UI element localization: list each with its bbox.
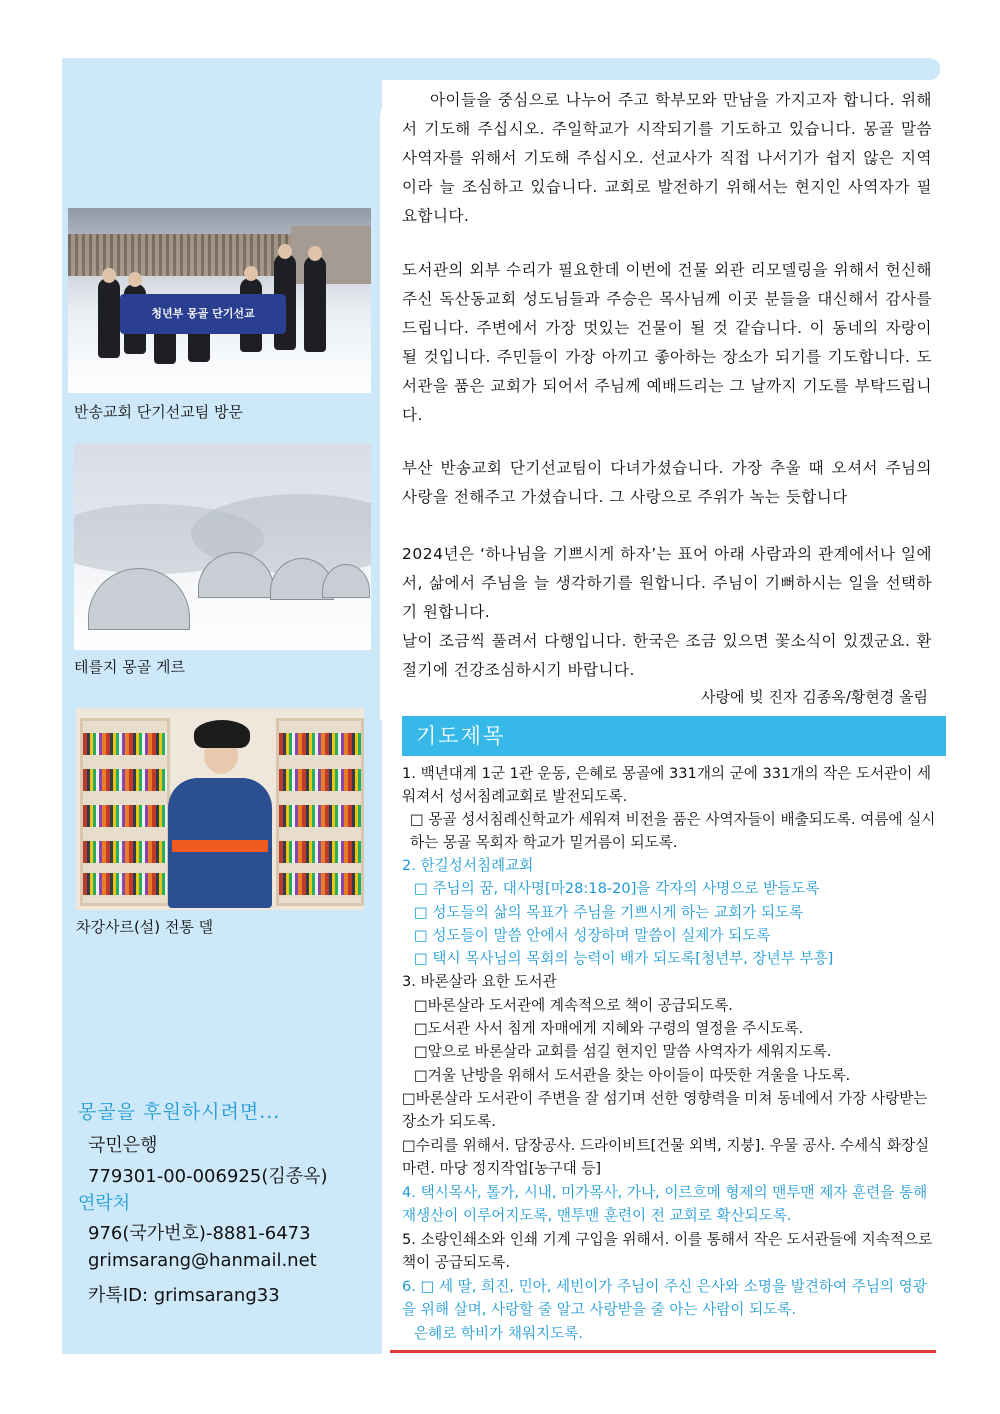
prayer-item: □ 택시 목사님의 목회의 능력이 배가 되도록[청년부, 장년부 부흥] xyxy=(414,950,834,967)
bottom-rule xyxy=(390,1350,936,1353)
signature: 사랑에 빚 진자 김종옥/황현경 올림 xyxy=(701,688,928,706)
traditional-deel-photo xyxy=(76,708,364,910)
kakao-id: 카톡ID: grimsarang33 xyxy=(88,1285,280,1306)
letter-paragraph: 아이들을 중심으로 나누어 주고 학부모와 만남을 가지고자 합니다. 위해서 기도해 주십시오. 주일학교가 시작되기를 기도하고 있습니다. 몽골 말씀사역자를 위해서 기도해 주십시오. 선교사가 직접 나서기가 쉽지 않은 지역이라 늘 조심하고 있습니다. 교회로 발전하기 위해서는 현지인 사역자가 필요합니다. xyxy=(402,91,932,225)
prayer-item: □앞으로 바론살라 교회를 섬길 현지인 말씀 사역자가 세워지도록. xyxy=(414,1043,832,1060)
prayer-item: 5. 소랑인쇄소와 인쇄 기계 구입을 위해서. 이를 통해서 작은 도서관들에 지속적으로 책이 공급되도록. xyxy=(402,1231,933,1272)
ger-camp-photo xyxy=(74,444,371,650)
bank-name: 국민은행 xyxy=(88,1135,158,1156)
prayer-item: 1. 백년대계 1군 1관 운동, 은혜로 몽골에 331개의 군에 331개의 작은 도서관이 세워져서 성서침례교회로 발전되도록. xyxy=(402,765,932,806)
photo-caption: 반송교회 단기선교팀 방문 xyxy=(74,403,243,421)
prayer-item: □도서관 사서 침게 자매에게 지혜와 구령의 열정을 주시도록. xyxy=(414,1020,804,1037)
prayer-item: □겨울 난방을 위해서 도서관을 찾는 아이들이 따뜻한 겨울을 나도록. xyxy=(414,1067,851,1084)
prayer-item: 4. 택시목사, 톨가, 시내, 미가목사, 가나, 이르흐메 형제의 맨투맨 제자 훈련을 통해 재생산이 이루어지도록, 맨투맨 훈련이 전 교회로 확산되도록. xyxy=(402,1184,928,1225)
contact-label: 연락처 xyxy=(78,1193,131,1214)
photo-caption: 테를지 몽골 게르 xyxy=(74,658,185,676)
letter-paragraph: 2024년은 ‘하나님을 기쁘시게 하자’는 표어 아래 사람과의 관계에서나 일에서, 삶에서 주님을 늘 생각하기를 원합니다. 주님이 기뻐하시는 일을 선택하기 원합니다. xyxy=(402,545,932,621)
prayer-item: □ 몽골 성서침례신학교가 세워져 비전을 품은 사역자들이 배출되도록. 여름에 실시하는 몽골 목회자 학교가 밑거름이 되도록. xyxy=(410,811,936,852)
phone-number: 976(국가번호)-8881-6473 xyxy=(88,1223,311,1244)
prayer-item: 6. □ 세 딸, 희진, 민아, 세빈이가 주님이 주신 은사와 소명을 발견하여 주님의 영광을 위해 살며, 사랑할 줄 알고 사랑받을 줄 아는 사람이 되도록. xyxy=(402,1278,927,1319)
email-address: grimsarang@hanmail.net xyxy=(88,1250,317,1271)
mission-team-photo xyxy=(68,208,371,393)
prayer-item: 은혜로 학비가 채워지도록. xyxy=(414,1325,583,1342)
prayer-item: □바론살라 도서관에 계속적으로 책이 공급되도록. xyxy=(414,997,733,1014)
top-band xyxy=(62,58,940,80)
prayer-title: 기도제목 xyxy=(416,724,506,748)
letter-paragraph: 도서관의 외부 수리가 필요한데 이번에 건물 외관 리모델링을 위해서 헌신해주신 독산동교회 성도님들과 주승은 목사님께 이곳 분들을 대신해서 감사를 드립니다. 주변에서 가장 멋있는 건물이 될 것 같습니다. 이 동네의 자랑이 될 것입니다. 주민들이 가장 아끼고 좋아하는 장소가 되기를 기도합니다. 도서관을 품은 교회가 되어서 주님께 예배드리는 그 날까지 기도를 부탁드립니다. xyxy=(402,261,932,424)
prayer-item: □ 성도들이 말씀 안에서 성장하며 말씀이 실제가 되도록 xyxy=(414,927,771,944)
photo-caption: 차강사르(설) 전통 델 xyxy=(76,918,214,936)
prayer-item: □수리를 위해서. 담장공사. 드라이비트[건물 외벽, 지붕]. 우물 공사. 수세식 화장실 마련. 마당 정지작업[농구대 등] xyxy=(402,1137,930,1178)
prayer-item: 3. 바론살라 요한 도서관 xyxy=(402,973,557,990)
support-heading: 몽골을 후원하시려면... xyxy=(78,1101,281,1123)
account-number: 779301-00-006925(김종옥) xyxy=(88,1166,328,1187)
prayer-item: 2. 한길성서침례교회 xyxy=(402,857,534,874)
prayer-item: □ 주님의 꿈, 대사명[마28:18-20]을 각자의 사명으로 받들도록 xyxy=(414,880,820,897)
prayer-item: □바론살라 도서관이 주변을 잘 섬기며 선한 영향력을 미쳐 동네에서 가장 사랑받는 장소가 되도록. xyxy=(402,1090,928,1131)
letter-paragraph: 날이 조금씩 풀려서 다행입니다. 한국은 조금 있으면 꽃소식이 있겠군요. 환절기에 건강조심하시기 바랍니다. xyxy=(402,632,932,679)
mission-banner: 청년부 몽골 단기선교 xyxy=(120,294,286,334)
letter-paragraph: 부산 반송교회 단기선교팀이 다녀가셨습니다. 가장 추울 때 오셔서 주님의 사랑을 전해주고 가셨습니다. 그 사랑으로 주위가 녹는 듯합니다 xyxy=(402,459,932,506)
prayer-item: □ 성도들의 삶의 목표가 주님을 기쁘시게 하는 교회가 되도록 xyxy=(414,904,804,921)
